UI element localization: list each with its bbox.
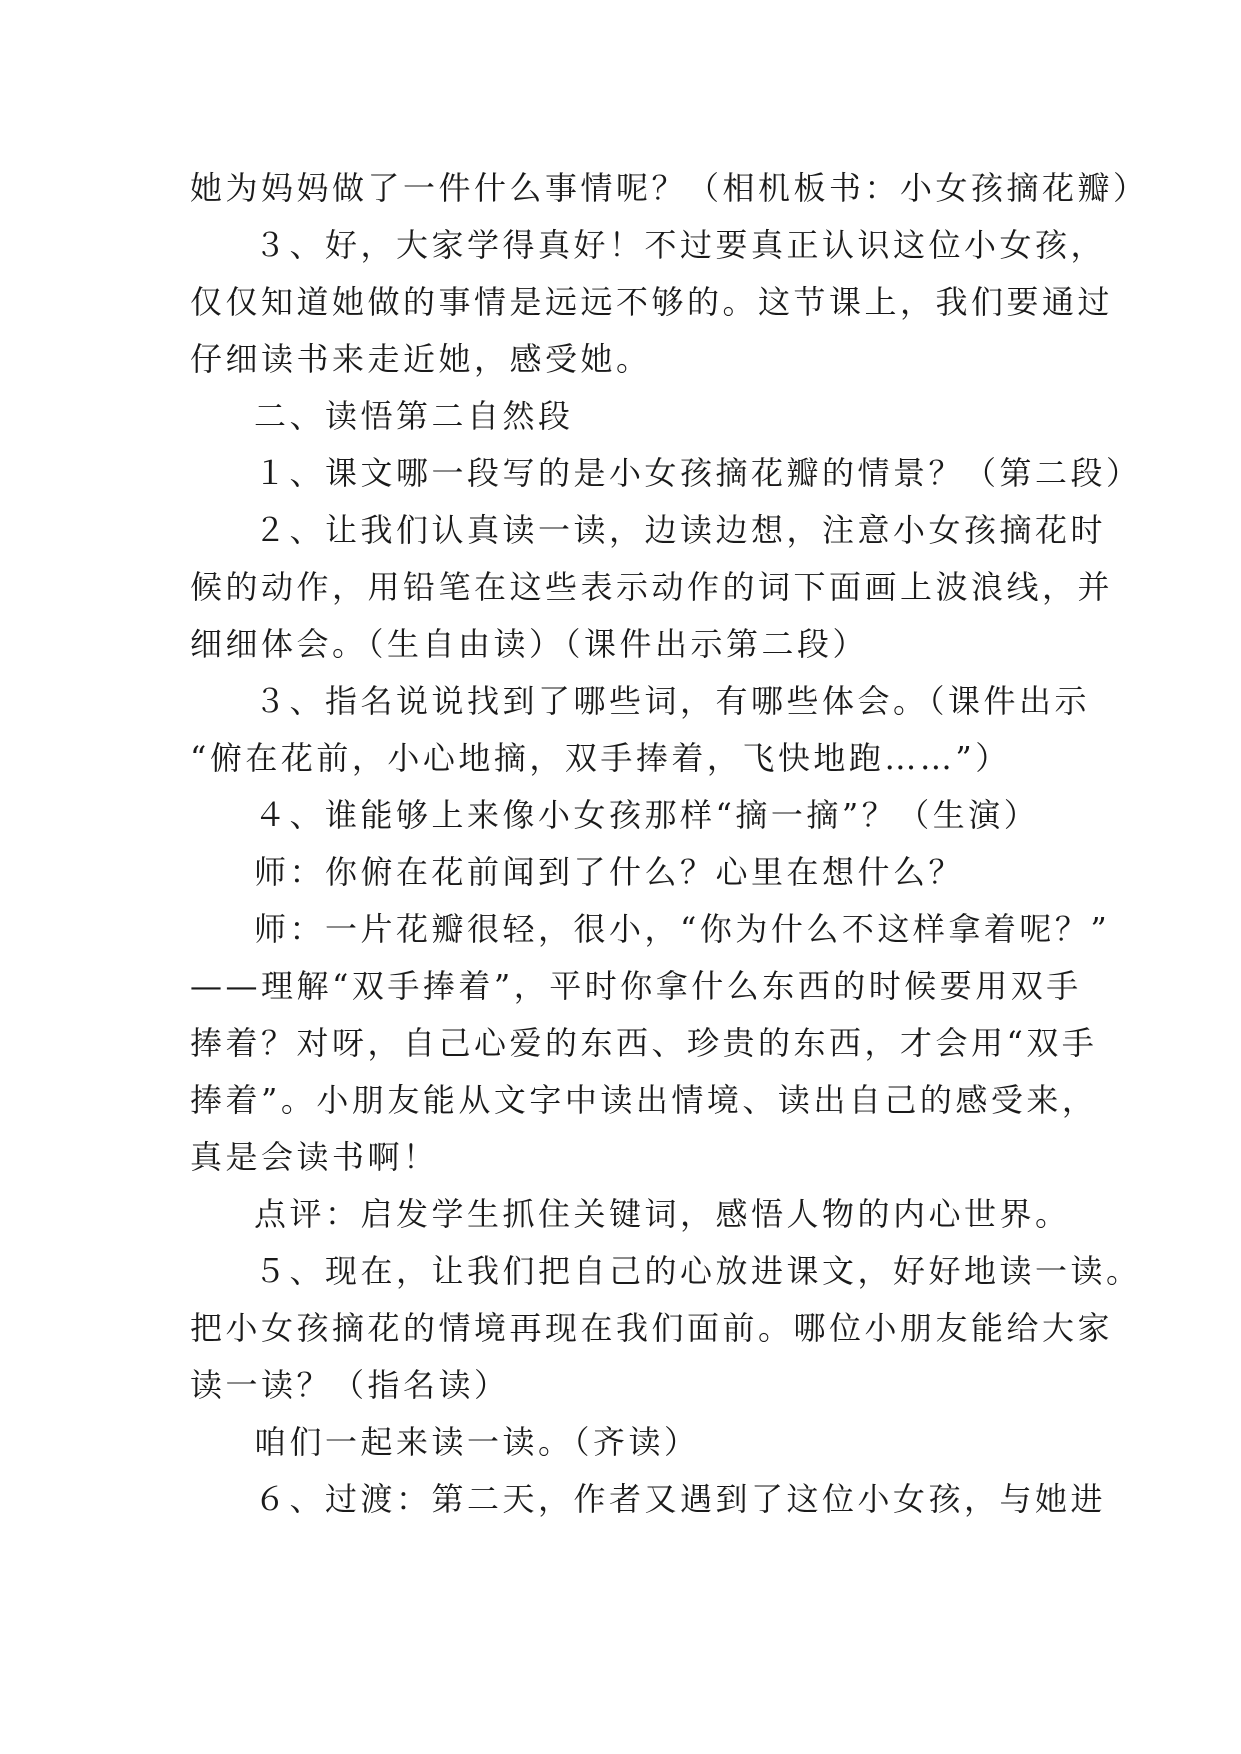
text-line: 她为妈妈做了一件什么事情呢？（相机板书：小女孩摘花瓣） — [190, 169, 1149, 207]
text-line: 细细体会。（生自由读）（课件出示第二段） — [190, 625, 869, 663]
text-line: 真是会读书啊！ — [190, 1138, 439, 1176]
document-body — [190, 160, 1149, 1528]
text-line: 读一读？（指名读） — [190, 1366, 510, 1404]
text-line: “俯在花前，小心地摘，双手捧着，飞快地跑……”） — [190, 739, 1011, 777]
text-line: ６、过渡：第二天，作者又遇到了这位小女孩，与她进 — [254, 1480, 1107, 1518]
text-line: ３、指名说说找到了哪些词，有哪些体会。（课件出示 — [254, 682, 1091, 720]
text-line: ５、现在，让我们把自己的心放进课文，好好地读一读。 — [254, 1252, 1142, 1290]
text-line: 把小女孩摘花的情境再现在我们面前。哪位小朋友能给大家 — [190, 1309, 1114, 1347]
comment-line: 点评：启发学生抓住关键词，感悟人物的内心世界。 — [254, 1195, 1071, 1233]
text-line: 仔细读书来走近她，感受她。 — [190, 340, 652, 378]
text-line: ４、谁能够上来像小女孩那样“摘一摘”？（生演） — [254, 796, 1040, 834]
text-line: １、课文哪一段写的是小女孩摘花瓣的情景？（第二段） — [254, 454, 1142, 492]
text-line: 师：你俯在花前闻到了什么？心里在想什么？ — [254, 853, 965, 891]
text-line: ——理解“双手捧着”，平时你拿什么东西的时候要用双手 — [190, 967, 1082, 1005]
text-line: 咱们一起来读一读。（齐读） — [254, 1423, 700, 1461]
text-line: ２、让我们认真读一读，边读边想，注意小女孩摘花时 — [254, 511, 1107, 549]
section-heading: 二、读悟第二自然段 — [254, 397, 574, 435]
text-line: 捧着？对呀，自己心爱的东西、珍贵的东西，才会用“双手 — [190, 1024, 1098, 1062]
text-line: 仅仅知道她做的事情是远远不够的。这节课上，我们要通过 — [190, 283, 1114, 321]
text-line: 候的动作，用铅笔在这些表示动作的词下面画上波浪线，并 — [190, 568, 1114, 606]
text-line: 师：一片花瓣很轻，很小，“你为什么不这样拿着呢？” — [254, 910, 1111, 948]
text-line: ３、好，大家学得真好！不过要真正认识这位小女孩， — [254, 226, 1107, 264]
text-line: 捧着”。小朋友能从文字中读出情境、读出自己的感受来， — [190, 1081, 1098, 1119]
